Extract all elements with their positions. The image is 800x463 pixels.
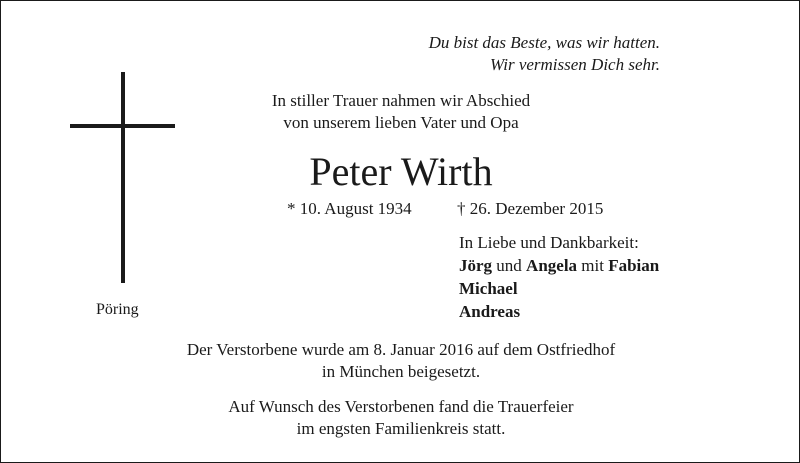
place-name: Pöring xyxy=(96,301,139,318)
quote-line-2: Wir vermissen Dich sehr. xyxy=(490,55,660,74)
family-name-angela: Angela xyxy=(526,256,578,275)
intro-line-2: von unserem lieben Vater und Opa xyxy=(283,113,519,132)
family-line-1 xyxy=(459,257,659,274)
service-line-2: im engsten Familienkreis statt. xyxy=(296,419,506,438)
burial-line-2: in München beigesetzt. xyxy=(321,362,481,381)
quote-line-1: Du bist das Beste, was wir hatten. xyxy=(428,33,660,52)
burial-line-1: Der Verstorbene wurde am 8. Januar 2016 auf dem Ostfriedhof xyxy=(186,340,616,359)
family-line-2 xyxy=(459,280,518,297)
family-name-fabian: Fabian xyxy=(608,256,660,275)
family-word-with: mit xyxy=(581,256,604,275)
family-heading: In Liebe und Dankbarkeit: xyxy=(459,233,639,252)
service-line-1: Auf Wunsch des Verstorbenen fand die Trauerfeier xyxy=(228,397,574,416)
deceased-name: Peter Wirth xyxy=(309,149,493,194)
death-date: † 26. Dezember 2015 xyxy=(457,199,604,218)
family-name-andreas: Andreas xyxy=(459,302,521,321)
intro-line-1: In stiller Trauer nahmen wir Abschied xyxy=(271,91,531,110)
family-name-joerg: Jörg xyxy=(459,256,493,275)
family-name-michael: Michael xyxy=(459,279,518,298)
family-word-and: und xyxy=(496,256,522,275)
family-line-3 xyxy=(459,303,520,320)
birth-date: * 10. August 1934 xyxy=(287,199,412,218)
